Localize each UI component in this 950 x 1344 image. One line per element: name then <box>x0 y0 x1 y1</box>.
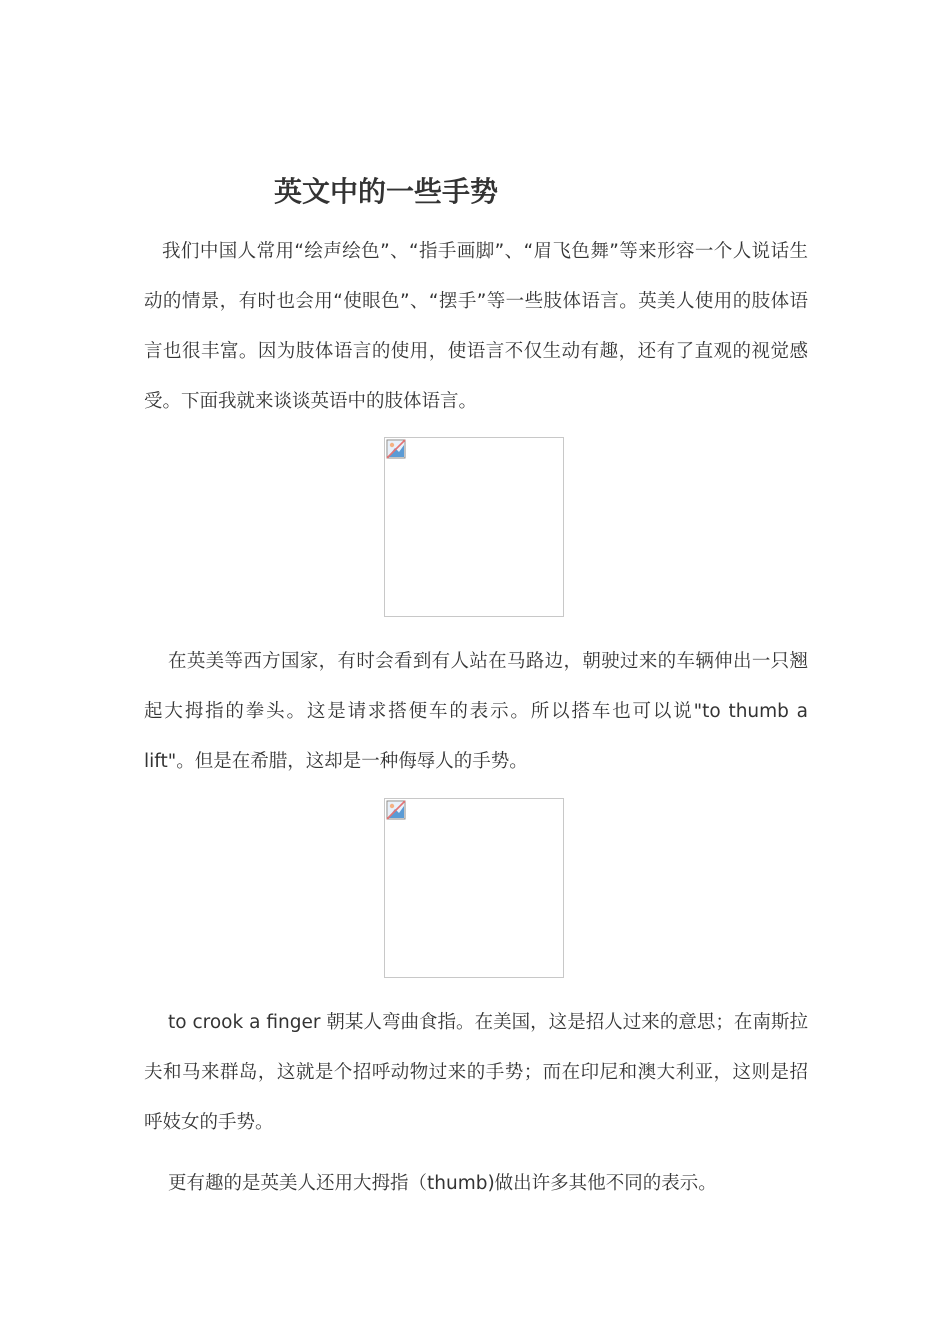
image-placeholder <box>384 437 564 617</box>
paragraph-thumb-lift: 在英美等西方国家，有时会看到有人站在马路边，朝驶过来的车辆伸出一只翘起大拇指的拳头。这是请求搭便车的表示。所以搭车也可以说"to thumb a lift"。但是在希腊，这却是一种侮辱人的手势。 <box>144 651 808 772</box>
paragraph-crook-finger: to crook a finger 朝某人弯曲食指。在美国，这是招人过来的意思；在南斯拉夫和马来群岛，这就是个招呼动物过来的手势；而在印尼和澳大利亚，这则是招呼妓女的手势。 <box>144 1012 808 1133</box>
broken-image-icon <box>386 439 406 459</box>
paragraph-thumb-more: 更有趣的是英美人还用大拇指（thumb)做出许多其他不同的表示。 <box>168 1173 717 1194</box>
broken-image-icon <box>386 800 406 820</box>
image-placeholder <box>384 798 564 978</box>
paragraph-intro: 我们中国人常用“绘声绘色”、“指手画脚”、“眉飞色舞”等来形容一个人说话生动的情景，有时也会用“使眼色”、“摆手”等一些肢体语言。英美人使用的肢体语言也很丰富。因为肢体语言的使用，使语言不仅生动有趣，还有了直观的视觉感受。下面我就来谈谈英语中的肢体语言。 <box>144 241 808 412</box>
page-title: 英文中的一些手势 <box>274 175 499 208</box>
